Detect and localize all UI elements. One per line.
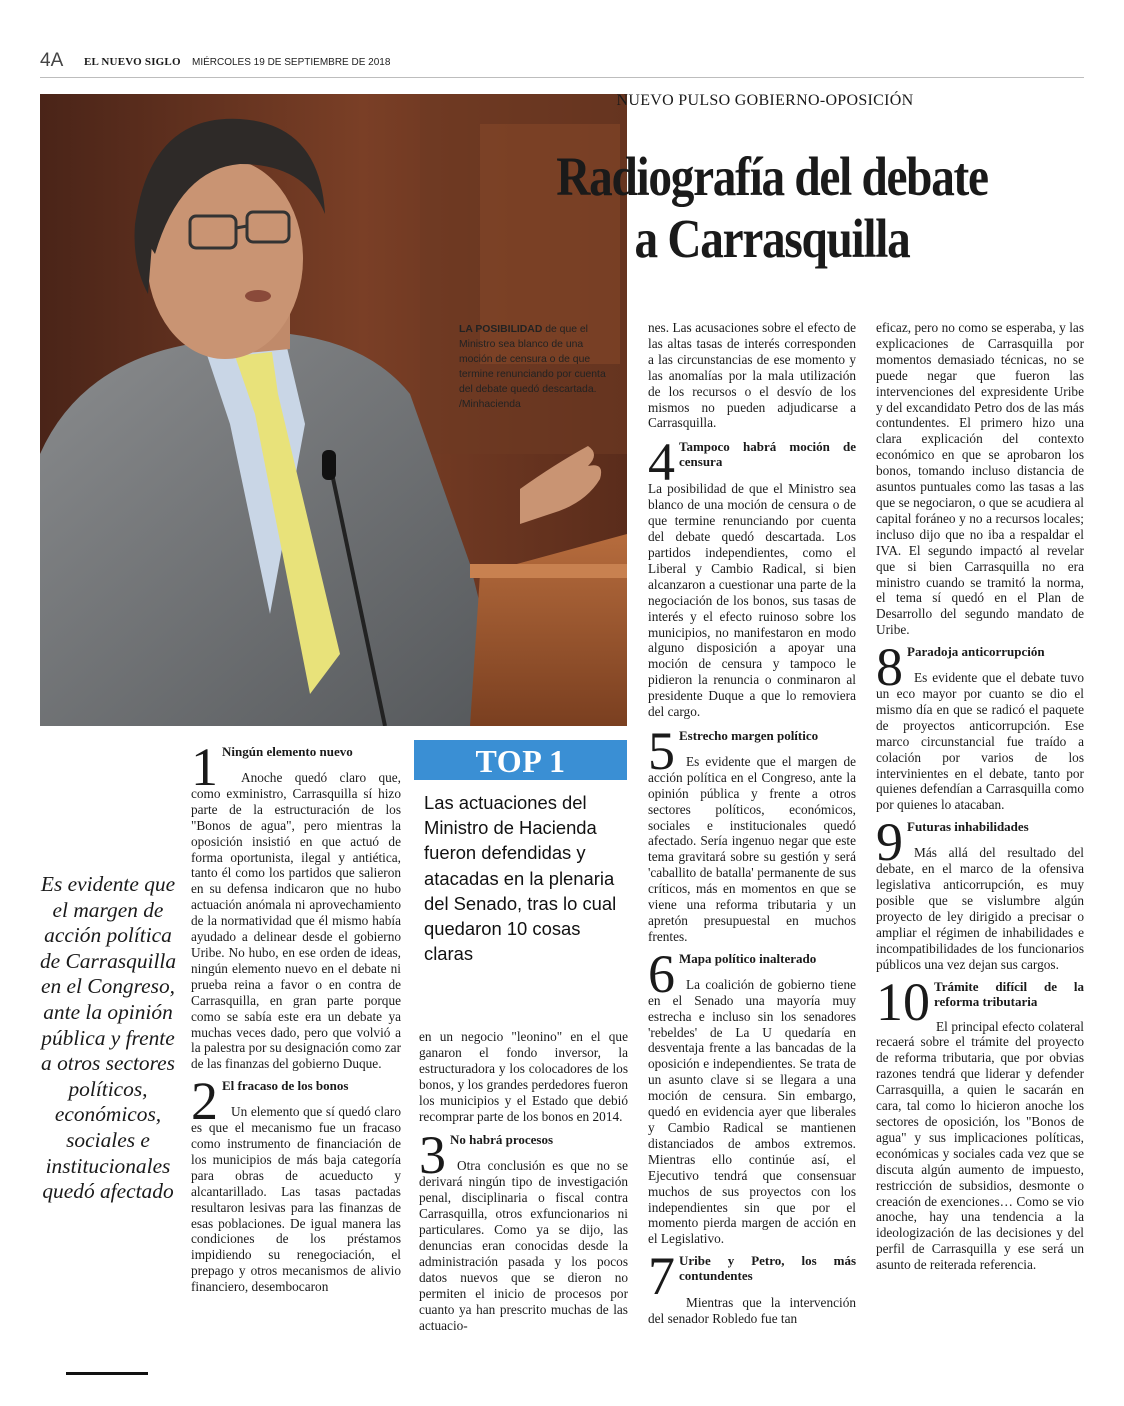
section-number: 8 bbox=[876, 637, 903, 698]
section-number: 5 bbox=[648, 720, 675, 781]
section-2-body: Un elemento que sí quedó claro es que el mecanismo fue un fracaso como instrumento de financiación de los municipios de más baja categoría para obras de acueducto y alcantarillado. Las tasas pactadas resultaron lesivas para las finanzas de esas poblaciones. De igual manera las condiciones de los préstamos impidiendo su renegociación, el prepago y otros mecanismos de alivio financiero, desembocaron bbox=[191, 1104, 401, 1295]
column-1 bbox=[191, 737, 401, 1295]
headline-line-1: Radiografía del debate bbox=[556, 146, 988, 207]
caption-lead: LA POSIBILIDAD bbox=[459, 324, 543, 335]
section-7-body: Mientras que la intervención del senador Robledo fue tan bbox=[648, 1295, 856, 1327]
kicker: NUEVO PULSO GOBIERNO-OPOSICIÓN bbox=[616, 92, 914, 109]
section-number: 9 bbox=[876, 812, 903, 873]
section-title: Uribe y Petro, los más contundentes bbox=[679, 1253, 856, 1284]
section-number: 6 bbox=[648, 943, 675, 1004]
section-10-body: El principal efecto colateral recaerá sobre el trámite del proyecto de reforma tributaria, que por obvias razones tendrá que liderar y defender Carrasquilla, a quien le sacarán en cara, tal como lo hicieron anoche los sectores de oposición, los "Bonos de agua" y sus implicaciones políticas, económicas y sociales cada vez que se discuta algún aumento de impuesto, restricción de subsidios, desmonte o creación de exenciones… Como se vio anoche, hay una tendencia a la ideologización de las decisiones y del perfil de Carrasquilla y ese será un asunto de reiterada referencia. bbox=[876, 1018, 1084, 1273]
pull-quote: Es evidente que el margen de acción política de Carrasquilla en el Congreso, ante la opinión pública y frente a otros sectores políticos, económicos, sociales e institucionales quedó afectado bbox=[39, 872, 177, 1204]
section-title: Paradoja anticorrupción bbox=[907, 644, 1045, 660]
section-4-heading bbox=[648, 432, 856, 493]
masthead bbox=[40, 48, 1084, 78]
section-title: Tampoco habrá moción de censura bbox=[679, 439, 856, 470]
section-9-body: Más allá del resultado del debate, en el marco de la ofensiva legislativa anticorrupción, es muy posible que se vislumbre algún proyecto de ley dirigido a precisar o ampliar el régimen de inhabilidades e incompatibilidades de los funcionarios públicos una vez dejan sus cargos. bbox=[876, 845, 1084, 972]
section-3-body: Otra conclusión es que no se derivará ningún tipo de investigación penal, disciplinaria o fiscal contra Carrasquilla, otros exfuncionarios ni particulares. Como ya se dijo, las denuncias eran conocidas desde la administración pasada y los pocos datos nuevos que se dieron no permiten el inicio de procesos por cuanto ya han prescrito muchas de las actuacio- bbox=[419, 1158, 628, 1333]
top-box-label: TOP 1 bbox=[414, 740, 627, 780]
caption-text: de que el Ministro sea blanco de una moción de censura o de que termine renunciando por cuenta del debate quedó descartada. bbox=[459, 324, 606, 395]
section-title: Estrecho margen político bbox=[679, 727, 819, 743]
section-title: Mapa político inalterado bbox=[679, 950, 817, 966]
section-number: 3 bbox=[419, 1125, 446, 1186]
section-number: 7 bbox=[648, 1246, 675, 1307]
section-7-continued: eficaz, pero no como se esperaba, y las explicaciones de Carrasquilla por momentos demasiado técnicas, no se puede negar que fueron las intervenciones del expresidente Uribe y del excandidato Petro dos de las más contundentes. El primero hizo una clara explicación del contexto económico en que se aprobaron los bonos, tomando incluso distancia de asuntos puntuales como las tasas a las que se negociaron, o que se acudiera al capital foráneo y no a recursos locales; incluso dijo que no iba a respaldar el IVA. El segundo impactó al revelar que si bien Carrasquilla no era ministro cuando se tramitó la norma, el tema sí quedó en el Plan de Desarrollo del segundo mandato de Uribe. bbox=[876, 320, 1084, 638]
section-title: El fracaso de los bonos bbox=[222, 1078, 349, 1094]
issue-date: MIÉRCOLES 19 DE SEPTIEMBRE DE 2018 bbox=[192, 57, 391, 68]
photo-credit: /Minhacienda bbox=[459, 399, 521, 410]
section-number: 1 bbox=[191, 737, 218, 797]
section-title: Trámite difícil de la reforma tributaria bbox=[934, 978, 1084, 1009]
section-number: 4 bbox=[648, 432, 675, 493]
headline-line-2: a Carrasquilla bbox=[634, 208, 910, 269]
section-7-heading bbox=[648, 1246, 856, 1307]
section-title: Futuras inhabilidades bbox=[907, 819, 1029, 835]
top-box-text: Las actuaciones del Ministro de Hacienda fueron defendidas y atacadas en la plenaria del Senado, tras lo cual quedaron 10 cosas claras bbox=[424, 792, 617, 965]
section-number: 2 bbox=[191, 1071, 218, 1132]
section-1-body: Anoche quedó claro que, como exministro, Carrasquilla sí hizo parte de la estructuración de los "Bonos de agua", pero mientras la oposición insistió en que actuó de forma oportunista, ilegal y antiética, tanto él como los partidos que salieron en su defensa indicaron que no hubo actuación anómala ni aprovechamiento de la normatividad que él mismo había ayudado a delinear desde el gobierno Uribe. No hubo, en ese orden de ideas, ningún elemento nuevo en el debate ni prueba reina a favor o en contra de Carrasquilla, en gran parte porque como se sabía este era un debate ya muchas veces dado, pero que volvió a la palestra por su designación como zar de las finanzas del gobierno Duque. bbox=[191, 770, 401, 1072]
pull-quote-rule bbox=[66, 1372, 148, 1375]
section-8-body: Es evidente que el debate tuvo un eco mayor por cuanto se dio el mismo día en que se radicó el paquete de proyectos anticorrupción. Ese marco circunstancial fue traído a colación por varios de los intervinientes en el debate, tanto por quienes defendían a Carrasquilla como por quienes lo atacaban. bbox=[876, 670, 1084, 813]
photo-caption bbox=[459, 322, 609, 412]
section-title: Ningún elemento nuevo bbox=[222, 744, 353, 759]
newspaper-name: EL NUEVO SIGLO bbox=[84, 56, 181, 68]
section-6-body: La coalición de gobierno tiene en el Senado una mayoría muy estrecha e incluso sin los senadores 'rebeldes' de La U quedaría en desventaja frente a las bancadas de la oposición e independientes. Se trata de un asunto clave si se llegara a una moción de censura. Sin embargo, quedó en evidencia ayer que liberales y Cambio Radical se mantienen distanciados de ambos extremos. Mientras ello continúe así, el Ejecutivo tendrá que consensuar muchos de sus proyectos con los independientes sin que por el momento pierda margen de acción en el Legislativo. bbox=[648, 976, 856, 1247]
section-number: 10 bbox=[876, 971, 930, 1032]
section-2-continued: en un negocio "leonino" en el que ganaron el fondo inversor, la estructuradora y los colocadores de los bonos, y los grandes perdedores fueron los municipios y el Estado que debió recomprar parte de los bonos en 2014. bbox=[419, 1029, 628, 1124]
section-4-body: La posibilidad de que el Ministro sea blanco de una moción de censura o de que termine renunciando por cuenta del debate quedó descartada. Los partidos independientes, como el Liberal y Cambio Radical, si bien alcanzaron a cuestionar una parte de la negociación de los bonos, sus tasas de interés y el efecto ruinoso sobre los municipios, no manifestaron en modo alguno disposición a apoyar una moción de censura y tampoco le pidieron la renuncia o conminaron al presidente Duque a que lo removiera del cargo. bbox=[648, 481, 856, 720]
column-4 bbox=[876, 320, 1084, 1273]
headline bbox=[512, 146, 1031, 270]
column-2 bbox=[419, 1029, 628, 1333]
column-3 bbox=[648, 320, 856, 1327]
section-3-continued: nes. Las acusaciones sobre el efecto de las altas tasas de interés corresponden a las circunstancias de ese momento y las anomalías por la mala utilización de los recursos o el desvío de los mismos no pueden adjudicarse a Carrasquilla. bbox=[648, 320, 856, 431]
section-5-body: Es evidente que el margen de acción política en el Congreso, ante la opinión pública y frente a otros sectores políticos, económicos, sociales e institucionales quedó afectado. Sería ingenuo negar que este tema gravitará sobre su gestión y será 'caballito de batalla' permanente de sus críticos, más en momentos en que se viene una reforma tributaria y un apretón presupuestal en muchos frentes. bbox=[648, 753, 856, 944]
section-title: No habrá procesos bbox=[450, 1132, 554, 1148]
page-number: 4A bbox=[40, 50, 64, 71]
